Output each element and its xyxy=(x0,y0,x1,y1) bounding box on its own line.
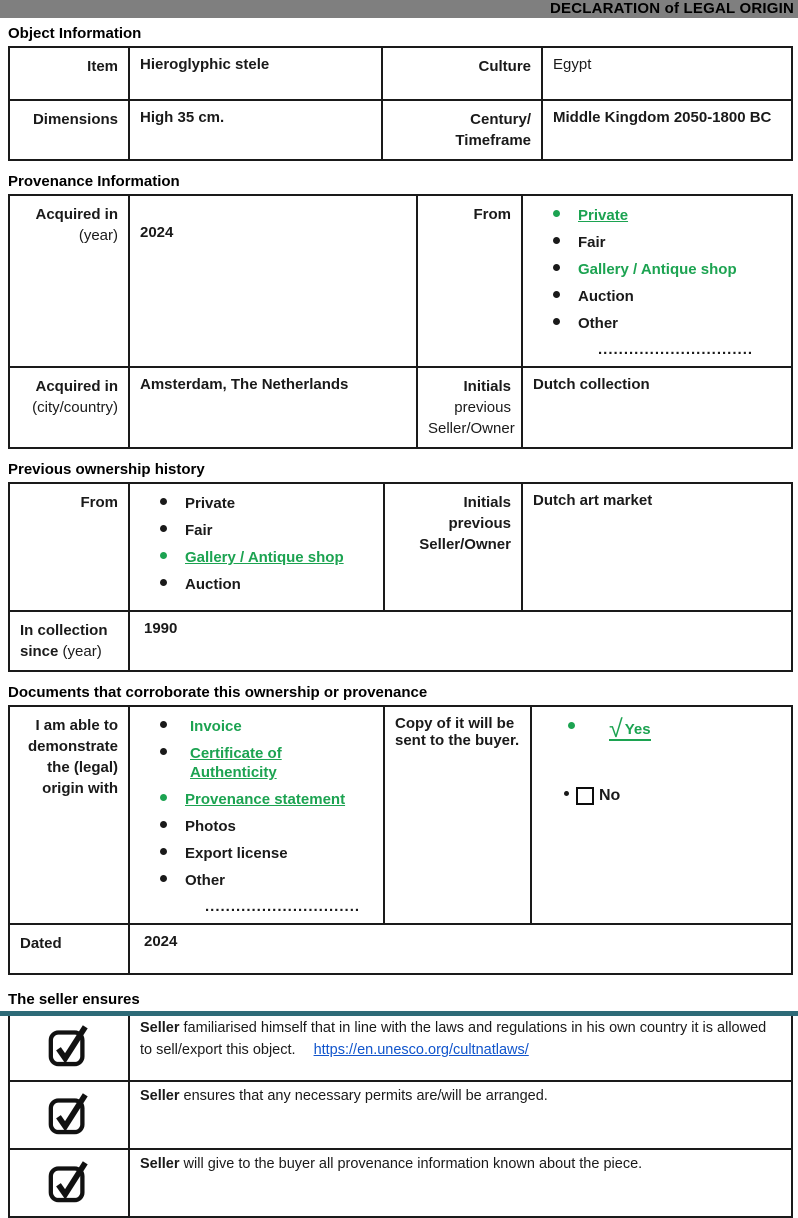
option-label: Auction xyxy=(578,288,634,305)
option-label: Invoice xyxy=(190,718,242,735)
in-collection-since-value: 1990 xyxy=(129,611,792,671)
option-label: Other xyxy=(185,872,226,889)
option-gallery-antique-shop xyxy=(553,260,781,279)
seller-word: Seller xyxy=(140,1088,180,1104)
bullet-icon xyxy=(160,525,167,532)
checked-checkbox-cell xyxy=(9,1081,129,1149)
initials-previous-seller-label xyxy=(384,483,522,611)
empty-checkbox-icon xyxy=(576,787,594,805)
checked-checkbox-icon xyxy=(47,1020,91,1068)
option-label: Auction xyxy=(185,576,241,593)
option-fair xyxy=(553,233,781,252)
acquired-place-label-bold: Acquired in xyxy=(35,378,118,395)
option-label: Private xyxy=(185,495,236,512)
table-row xyxy=(9,1013,792,1081)
collection-label-since: since xyxy=(20,643,59,660)
century-value: Middle Kingdom 2050-1800 BC xyxy=(542,100,792,160)
bullet-icon xyxy=(160,498,167,505)
checked-checkbox-icon xyxy=(47,1156,91,1204)
initials-label-line2: previous xyxy=(454,399,511,416)
statement-text: familiarised himself that in line with the laws and regulations in his own country it is allowed to sell/export this object. xyxy=(140,1020,767,1058)
previous-ownership-table xyxy=(8,482,793,672)
dimensions-value: High 35 cm. xyxy=(129,100,382,160)
dotted-fill-line: .............................. xyxy=(205,898,361,915)
from-options-cell xyxy=(522,195,792,367)
checked-checkbox-icon xyxy=(47,1088,91,1136)
table-row xyxy=(9,1081,792,1149)
option-label: Fair xyxy=(578,234,606,251)
acquired-place-label-sub: (city/country) xyxy=(32,399,118,416)
culture-label: Culture xyxy=(382,47,542,100)
century-label: Century/ Timeframe xyxy=(382,100,542,160)
object-information-table xyxy=(8,46,793,161)
bullet-icon xyxy=(160,794,167,801)
footer-accent-bar xyxy=(0,1011,798,1016)
initials-label-line3: Seller/Owner xyxy=(428,420,515,437)
table-row xyxy=(9,100,792,160)
provenance-table xyxy=(8,194,793,449)
initials-value: Dutch collection xyxy=(522,367,792,448)
document-title-bar xyxy=(0,0,798,18)
seller-statement-2 xyxy=(129,1081,792,1149)
option-label: Private xyxy=(578,207,629,224)
option-export-license xyxy=(160,844,373,863)
seller-statement-1 xyxy=(129,1013,792,1081)
acquired-year-label xyxy=(9,195,129,367)
acquired-place-value: Amsterdam, The Netherlands xyxy=(129,367,417,448)
option-label: Export license xyxy=(185,845,288,862)
option-label: Certificate of Authenticity xyxy=(190,745,282,781)
option-fair xyxy=(160,521,373,540)
bullet-icon xyxy=(160,848,167,855)
copy-to-buyer-label: Copy of it will be sent to the buyer. xyxy=(384,706,531,924)
bullet-icon xyxy=(553,237,560,244)
initials-value: Dutch art market xyxy=(522,483,792,611)
acquired-year-label-bold: Acquired in xyxy=(35,206,118,223)
section-heading-previous-ownership: Previous ownership history xyxy=(8,461,205,478)
no-option xyxy=(542,787,781,805)
option-provenance-statement xyxy=(160,790,373,809)
table-row xyxy=(9,924,792,974)
bullet-icon xyxy=(553,264,560,271)
table-row xyxy=(9,195,792,367)
table-row xyxy=(9,611,792,671)
acquired-year-label-sub: (year) xyxy=(78,227,118,244)
bullet-icon xyxy=(553,291,560,298)
bullet-icon xyxy=(564,791,569,796)
bullet-icon xyxy=(160,552,167,559)
collection-label-sub: (year) xyxy=(62,643,102,660)
collection-label-line1: In collection xyxy=(20,622,108,639)
option-label: Photos xyxy=(185,818,236,835)
option-photos xyxy=(160,817,373,836)
document-options-cell xyxy=(129,706,384,924)
initials-label-line1: Initials xyxy=(463,494,511,511)
initials-label-line2: previous xyxy=(448,515,511,532)
acquired-year-value: 2024 xyxy=(129,195,417,367)
option-invoice xyxy=(160,717,373,736)
item-value: Hieroglyphic stele xyxy=(129,47,382,100)
bullet-icon xyxy=(160,748,167,755)
acquired-place-label xyxy=(9,367,129,448)
culture-value: Egypt xyxy=(542,47,792,100)
documents-table xyxy=(8,705,793,975)
checked-checkbox-cell xyxy=(9,1013,129,1081)
bullet-icon xyxy=(553,210,560,217)
from-options-cell xyxy=(129,483,384,611)
section-heading-object-information: Object Information xyxy=(8,25,142,42)
statement-text: ensures that any necessary permits are/will be arranged. xyxy=(179,1088,548,1104)
no-label: No xyxy=(599,787,621,804)
bullet-icon xyxy=(568,722,575,729)
table-row xyxy=(9,483,792,611)
table-row xyxy=(9,367,792,448)
bullet-icon xyxy=(160,821,167,828)
section-heading-seller-ensures: The seller ensures xyxy=(8,991,140,1008)
demonstrate-origin-label: I am able to demonstrate the (legal) origin with xyxy=(9,706,129,924)
bullet-icon xyxy=(553,318,560,325)
option-other xyxy=(553,314,781,333)
option-gallery-antique-shop xyxy=(160,548,373,567)
yes-label: Yes xyxy=(624,721,651,738)
section-heading-documents: Documents that corroborate this ownership or provenance xyxy=(8,684,428,701)
option-other xyxy=(160,871,373,890)
seller-statement-3 xyxy=(129,1149,792,1217)
section-heading-provenance: Provenance Information xyxy=(8,173,180,190)
checked-checkbox-cell xyxy=(9,1149,129,1217)
dotted-fill-line: .............................. xyxy=(598,341,754,358)
check-mark-icon: √ xyxy=(609,715,623,743)
item-label: Item xyxy=(9,47,129,100)
bullet-icon xyxy=(160,579,167,586)
bullet-icon xyxy=(160,721,167,728)
initials-label-line1: Initials xyxy=(463,378,511,395)
yes-option xyxy=(542,715,781,741)
option-private xyxy=(160,494,373,513)
initials-previous-seller-label xyxy=(417,367,522,448)
dimensions-label: Dimensions xyxy=(9,100,129,160)
option-label: Gallery / Antique shop xyxy=(185,549,344,566)
seller-ensures-table xyxy=(8,1012,793,1218)
dated-label: Dated xyxy=(9,924,129,974)
table-row xyxy=(9,706,792,924)
option-label: Provenance statement xyxy=(185,791,346,808)
from-label: From xyxy=(417,195,522,367)
option-label: Gallery / Antique shop xyxy=(578,261,737,278)
option-auction xyxy=(160,575,373,594)
from-label: From xyxy=(9,483,129,611)
option-label: Other xyxy=(578,315,619,332)
table-row xyxy=(9,1149,792,1217)
option-auction xyxy=(553,287,781,306)
statement-text: will give to the buyer all provenance information known about the piece. xyxy=(179,1156,643,1172)
seller-word: Seller xyxy=(140,1020,180,1036)
dated-value: 2024 xyxy=(129,924,792,974)
yes-no-cell xyxy=(531,706,792,924)
in-collection-since-label xyxy=(9,611,129,671)
option-certificate-of-authenticity xyxy=(160,744,373,782)
yes-checked-group xyxy=(609,717,651,741)
unesco-link[interactable]: https://en.unesco.org/cultnatlaws/ xyxy=(313,1042,529,1058)
bullet-icon xyxy=(160,875,167,882)
initials-label-line3: Seller/Owner xyxy=(419,536,511,553)
document-title: DECLARATION of LEGAL ORIGIN xyxy=(549,0,794,17)
seller-word: Seller xyxy=(140,1156,180,1172)
option-private xyxy=(553,206,781,225)
option-label: Fair xyxy=(185,522,213,539)
table-row xyxy=(9,47,792,100)
